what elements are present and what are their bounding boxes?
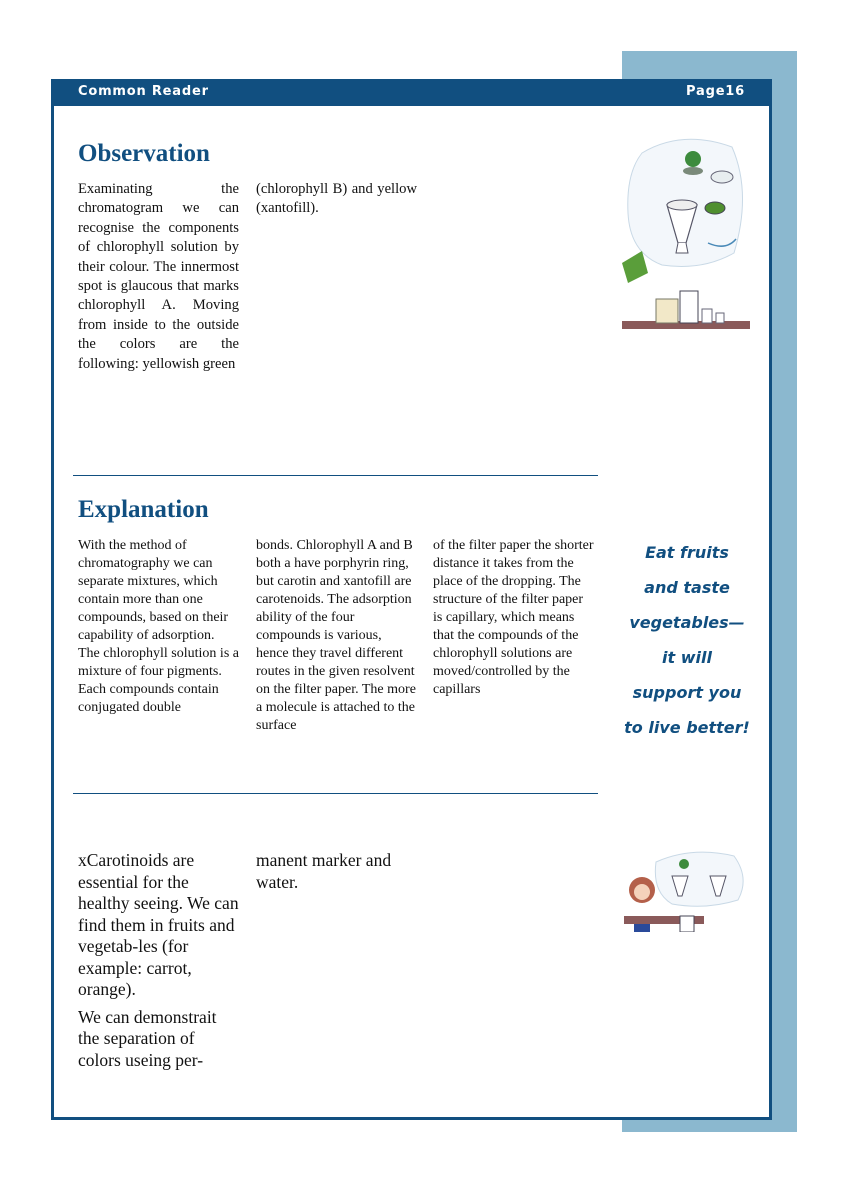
quote-line: and taste <box>644 578 730 597</box>
explanation-heading: Explanation <box>78 496 209 523</box>
observation-column-1: Examinating the chromatogram we can recognise the components of chlorophyll solution by their colour. The innermost spot is glaucous that marks chlorophyll A. Moving from inside to the outside the colors are the following: yellowish green <box>78 181 239 372</box>
section-divider <box>73 793 598 794</box>
explanation-column-1: With the method of chromatography we can separate mixtures, which contain more than one compounds, based on their capability of adsorption. The chlorophyll solution is a mixture of four pigments. Each compounds contain conjugated double <box>78 538 239 715</box>
chromatography-illustration <box>622 133 750 329</box>
observation-heading: Observation <box>78 140 210 167</box>
plant-icon <box>685 151 701 167</box>
explanation-column-2: bonds. Chlorophyll A and B both a have porphyrin ring, but carotin and xantofill are carotenoids. The adsorption ability of the four compounds is various, hence they travel different routes in the given resolvent on the filter paper. The more a molecule is attached to the surface <box>256 538 416 733</box>
explanation-column-3: of the filter paper the shorter distance it takes from the place of the dropping. The structure of the filter paper is capillary, which means that the compounds of the chlorophyll solutions are moved/controlled by the capillars <box>433 538 594 697</box>
sidebar-quote <box>622 535 752 745</box>
quote-line: to live better! <box>624 718 750 737</box>
leaf-hand-icon <box>622 251 648 283</box>
section-divider <box>73 475 598 476</box>
child-experiment-illustration <box>622 848 750 932</box>
plant-icon <box>679 859 689 869</box>
quote-line: Eat fruits <box>645 543 729 562</box>
page-header <box>51 79 772 106</box>
observation-column-2: (chlorophyll B) and yellow (xantofill). <box>256 181 417 217</box>
bottle-icon <box>680 291 698 323</box>
quote-line: vegetables— <box>629 613 745 632</box>
page-number: Page16 <box>686 84 745 99</box>
mortar-icon <box>711 171 733 183</box>
note-paragraph: We can demonstrait the separation of colors useing per- <box>78 1006 217 1070</box>
quote-line: support you <box>632 683 742 702</box>
jar-icon <box>656 299 678 323</box>
header-title: Common Reader <box>78 84 209 99</box>
note-column-1 <box>78 850 239 1077</box>
note-paragraph: xCarotinoids are essential for the healthy seeing. We can find them in fruits and vegetab-les (for example: carrot, orange). <box>78 850 239 999</box>
bottle-icon <box>680 916 694 932</box>
quote-line: it will <box>662 648 712 667</box>
note-column-2: manent marker and water. <box>256 850 392 892</box>
